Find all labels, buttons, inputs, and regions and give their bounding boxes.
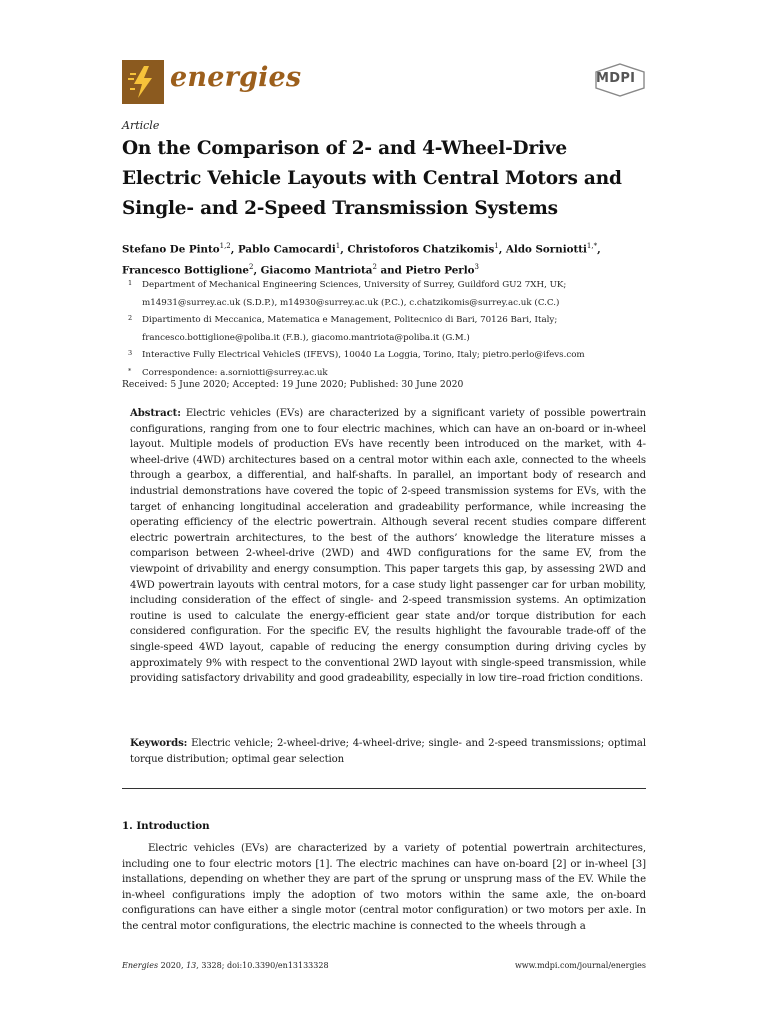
footer-doi[interactable]: 3328; doi:10.3390/en13133328 [201,961,329,970]
section-heading-introduction: 1. Introduction [122,820,210,832]
affiliation-item [122,312,652,347]
author-separator: , [230,243,238,256]
abstract-label: Abstract: [130,407,181,419]
author-name[interactable]: Pietro Perlo [405,264,475,277]
mdpi-logo-icon[interactable] [594,63,646,97]
journal-name[interactable]: energies [170,62,302,93]
author-name[interactable]: Christoforos Chatzikomis [347,243,495,256]
author-name[interactable]: Pablo Camocardi [237,243,336,256]
author-affiliation-marker: 1,* [586,242,598,250]
affiliation-item [122,277,652,312]
abstract-text: Electric vehicles (EVs) are characterized by a significant variety of possible powertrain configurations, ranging from one to four electric machines, which can have an on-board or in-wheel layout. Multiple models of production EVs have recently been introduced on the market, with 4-wheel-drive (4WD) architectures based on a central motor within each axle, connected to the wheels through a gearbox, a differential, and half-shafts. In parallel, an important body of research and industrial demonstrations have covered the topic of 2-speed transmission systems for EVs, with the target of enhancing longitudinal acceleration and gradeability performance, while increasing the operating efficiency of the electric powertrain. Although several recent studies compare different electric powertrain architectures, to the best of the authors’ knowledge the literature misses a comparison between 2-wheel-drive (2WD) and 4WD configurations for the same EV, from the viewpoint of drivability and energy consumption. This paper targets this gap, by assessing 2WD and 4WD powertrain layouts with central motors, for a case study light passenger car for urban mobility, including consideration of the effect of single- and 2-speed transmission systems. An optimization routine is used to calculate the energy-efficient gear state and/or torque distribution for each considered configuration. For the specific EV, the results highlight the favourable trade-off of the single-speed 4WD layout, capable of reducing the energy consumption during driving cycles by approximately 9% with respect to the conventional 2WD layout with single-speed transmission, while providing satisfactory drivability and good gradeability, especially in low tire–road friction conditions. [130,408,646,685]
author-affiliation-marker: 1 [494,242,499,250]
introduction-paragraph: Electric vehicles (EVs) are characterized by a variety of potential powertrain architectures, including one to four electric motors [1]. The electric machines can have on-board [2] or in-wheel [3] installations, depending on whether they are part of the sprung or unsprung mass of the EV. While the in-wheel configurations imply the adoption of two motors within the same axle, the on-board configurations can have either a single motor (central motor configuration) or two motors per axle. In the central motor configurations, the electric machine is connected to the wheels through a [122,843,646,932]
author-separator: and [376,264,406,277]
footer-url[interactable]: www.mdpi.com/journal/energies [514,961,646,970]
author-separator: , [340,243,348,256]
mdpi-logo-text: MDPI [596,71,636,86]
section-divider [122,788,646,789]
affiliation-line: Department of Mechanical Engineering Sciences, University of Surrey, Guildford GU2 7XH, UK; [142,280,567,290]
author-affiliation-marker: 3 [474,263,479,272]
footer-citation [122,961,329,970]
author-name[interactable]: Giacomo Mantriota [260,264,373,277]
keywords-label: Keywords: [130,737,188,749]
affiliation-number: 3 [128,349,133,358]
journal-logo-icon [122,60,164,104]
affiliation-number: * [128,366,132,375]
affiliation-line: francesco.bottiglione@poliba.it (F.B.), giacomo.mantriota@poliba.it (G.M.) [142,332,470,343]
author-name[interactable]: Aldo Sorniotti [505,243,587,256]
author-affiliation-marker: 1 [335,242,341,250]
article-type: Article [122,119,160,132]
introduction-text [122,841,646,934]
author-affiliation-marker: 1,2 [219,242,231,250]
affiliation-item [122,347,652,365]
author-separator: , [597,243,601,256]
affiliation-line: m14931@surrey.ac.uk (S.D.P.), m14930@surrey.ac.uk (P.C.), c.chatzikomis@surrey.ac.uk (C.C.) [142,297,560,308]
author-list [122,237,652,280]
affiliation-line: Interactive Fully Electrical VehicleS (IFEVS), 10040 La Loggia, Torino, Italy; pietro.perlo@ifevs.com [142,350,585,361]
footer-volume: 13, [186,961,199,970]
author-name[interactable]: Stefano De Pinto [122,243,220,256]
keywords-text: Electric vehicle; 2-wheel-drive; 4-wheel-drive; single- and 2-speed transmissions; optimal torque distribution; optimal gear selection [130,738,646,765]
footer-year: 2020, [160,961,184,970]
author-name[interactable]: Francesco Bottiglione [122,264,249,277]
keywords [130,736,646,767]
affiliation-line: Correspondence: a.sorniotti@surrey.ac.uk [142,367,328,378]
publication-dates: Received: 5 June 2020; Accepted: 19 June 2020; Published: 30 June 2020 [122,379,464,390]
paper-title: On the Comparison of 2- and 4-Wheel-Drive Electric Vehicle Layouts with Central Motors and Single- and 2-Speed Transmission Systems [122,138,622,219]
affiliations [122,277,652,383]
author-separator: , [253,264,261,277]
author-separator: , [498,243,506,256]
author-affiliation-marker: 2 [372,263,377,272]
affiliation-number: 1 [128,279,133,287]
footer-journal: Energies [122,961,159,970]
abstract [130,406,646,687]
affiliation-line: Dipartimento di Meccanica, Matematica e Management, Politecnico di Bari, 70126 Bari, Italy; [142,315,558,326]
affiliation-number: 2 [128,314,133,323]
author-affiliation-marker: 2 [248,263,254,272]
